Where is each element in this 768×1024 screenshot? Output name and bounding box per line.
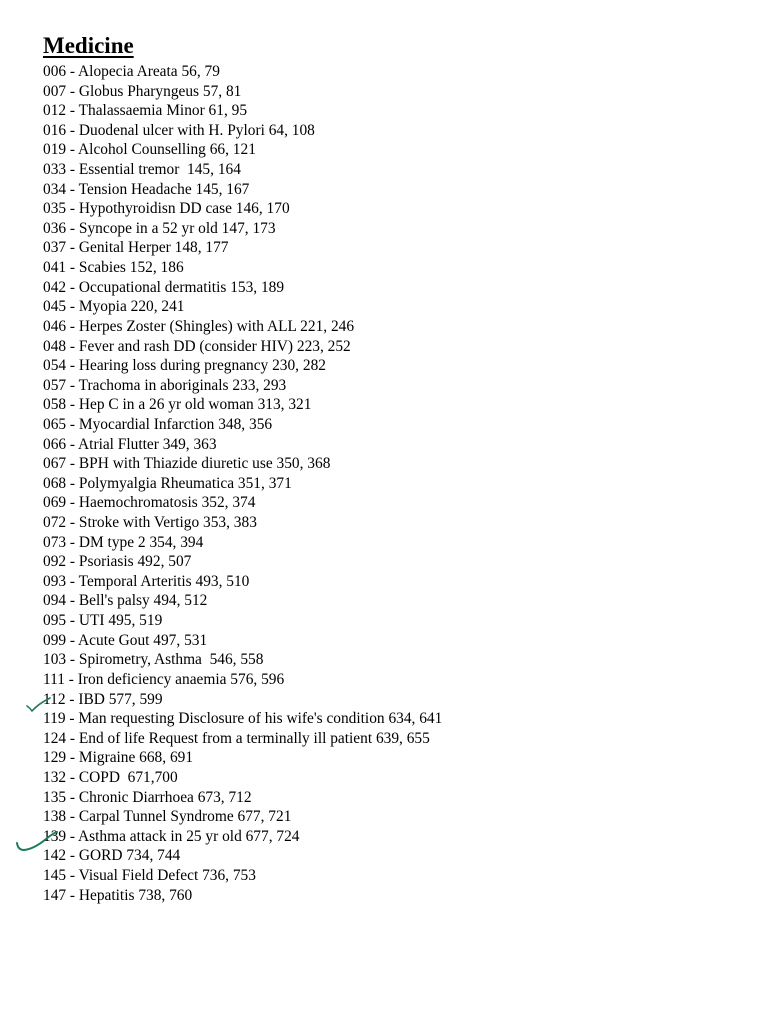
entry-list [43, 62, 442, 905]
list-item: 067 - BPH with Thiazide diuretic use 350, 368 [43, 455, 331, 473]
list-item: 065 - Myocardial Infarction 348, 356 [43, 415, 273, 433]
list-item: 138 - Carpal Tunnel Syndrome 677, 721 [43, 808, 292, 826]
list-item: 147 - Hepatitis 738, 760 [43, 886, 193, 904]
list-item: 058 - Hep C in a 26 yr old woman 313, 321 [43, 396, 312, 414]
list-item: 007 - Globus Pharyngeus 57, 81 [43, 82, 242, 100]
checkmark-icon [12, 829, 60, 855]
list-item: 016 - Duodenal ulcer with H. Pylori 64, 108 [43, 121, 315, 139]
list-item: 041 - Scabies 152, 186 [43, 259, 184, 277]
list-item: 072 - Stroke with Vertigo 353, 383 [43, 514, 257, 532]
list-item: 045 - Myopia 220, 241 [43, 298, 185, 316]
list-item: 124 - End of life Request from a terminally ill patient 639, 655 [43, 729, 430, 747]
list-item: 139 - Asthma attack in 25 yr old 677, 724 [43, 827, 300, 845]
list-item: 132 - COPD 671,700 [43, 768, 178, 786]
list-item: 057 - Trachoma in aboriginals 233, 293 [43, 376, 287, 394]
list-item: 092 - Psoriasis 492, 507 [43, 553, 192, 571]
list-item: 069 - Haemochromatosis 352, 374 [43, 494, 256, 512]
list-item: 112 - IBD 577, 599 [43, 690, 163, 708]
list-item: 046 - Herpes Zoster (Shingles) with ALL 221, 246 [43, 317, 355, 335]
list-item: 019 - Alcohol Counselling 66, 121 [43, 141, 256, 159]
list-item: 073 - DM type 2 354, 394 [43, 533, 204, 551]
list-item: 042 - Occupational dermatitis 153, 189 [43, 278, 285, 296]
list-item: 095 - UTI 495, 519 [43, 612, 163, 630]
page-title: Medicine [43, 33, 134, 58]
list-item: 111 - Iron deficiency anaemia 576, 596 [43, 670, 285, 688]
list-item: 145 - Visual Field Defect 736, 753 [43, 866, 256, 884]
list-item: 035 - Hypothyroidisn DD case 146, 170 [43, 200, 290, 218]
checkmark-icon [24, 696, 54, 714]
list-item: 012 - Thalassaemia Minor 61, 95 [43, 102, 248, 120]
list-item: 037 - Genital Herper 148, 177 [43, 239, 229, 257]
list-item: 119 - Man requesting Disclosure of his wife's condition 634, 641 [43, 710, 443, 728]
list-item: 006 - Alopecia Areata 56, 79 [43, 63, 220, 80]
list-item: 034 - Tension Headache 145, 167 [43, 180, 250, 198]
list-item: 129 - Migraine 668, 691 [43, 749, 194, 767]
list-item: 054 - Hearing loss during pregnancy 230, 282 [43, 357, 326, 375]
list-item: 093 - Temporal Arteritis 493, 510 [43, 572, 250, 590]
list-item: 142 - GORD 734, 744 [43, 847, 181, 865]
list-item: 036 - Syncope in a 52 yr old 147, 173 [43, 219, 276, 237]
list-item: 048 - Fever and rash DD (consider HIV) 223, 252 [43, 337, 351, 355]
list-item: 103 - Spirometry, Asthma 546, 558 [43, 651, 264, 669]
list-item: 099 - Acute Gout 497, 531 [43, 631, 208, 649]
list-item: 066 - Atrial Flutter 349, 363 [43, 435, 217, 453]
list-item: 068 - Polymyalgia Rheumatica 351, 371 [43, 474, 292, 492]
list-item: 094 - Bell's palsy 494, 512 [43, 592, 208, 610]
list-item: 135 - Chronic Diarrhoea 673, 712 [43, 788, 252, 806]
list-item: 033 - Essential tremor 145, 164 [43, 161, 241, 179]
